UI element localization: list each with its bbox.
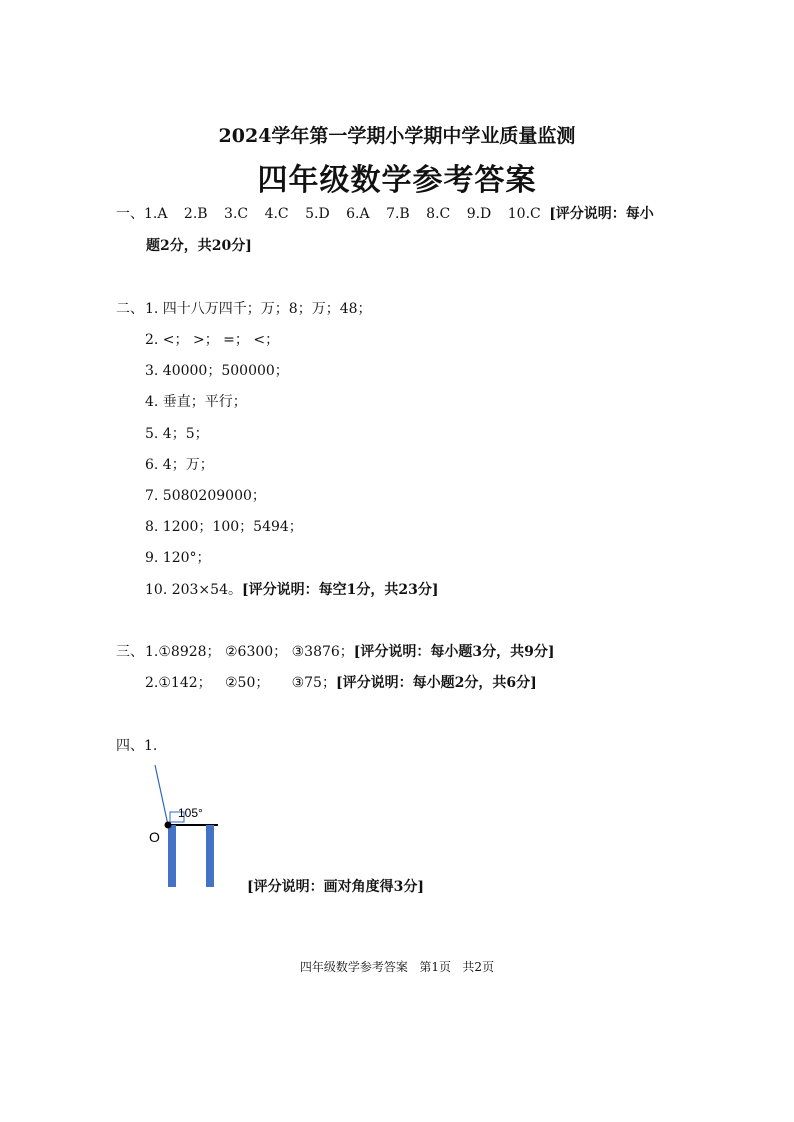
- page-footer: 四年级数学参考答案 第1页 共2页: [299, 960, 495, 974]
- section1-label: 一、: [116, 206, 144, 222]
- section3-row-2: [145, 672, 537, 692]
- right-bar: [206, 825, 214, 887]
- left-bar: [168, 825, 176, 887]
- angle-label: 105°: [178, 806, 203, 820]
- answer-10: 10.C: [507, 206, 541, 222]
- answer-1: 1.A: [144, 206, 168, 222]
- vertex-point: [165, 822, 172, 829]
- answer-9: 9.D: [466, 206, 492, 222]
- section4-label: 四、1.: [116, 738, 158, 754]
- section2-item-6: 6. 4；万；: [145, 457, 214, 473]
- point-label: O: [149, 829, 160, 845]
- answer-6: 6.A: [346, 206, 370, 222]
- section3-row-1: [145, 641, 555, 661]
- section1-answers: [144, 203, 654, 223]
- answer-3: 3.C: [224, 206, 249, 222]
- section4-note: [评分说明：画对角度得3分]: [247, 879, 424, 895]
- answer-5: 5.D: [305, 206, 330, 222]
- angle-figure: [140, 762, 240, 892]
- document-subtitle: 四年级数学参考答案: [257, 163, 537, 198]
- section2-item-9: 9. 120°；: [145, 550, 211, 566]
- section3-row-1-note: [评分说明：每小题3分，共9分]: [353, 644, 555, 660]
- section2-label: 二、: [116, 301, 144, 317]
- ray-line: [155, 765, 168, 825]
- section2-item-8: 8. 1200；100；5494；: [145, 519, 303, 535]
- section3-label: 三、: [116, 644, 144, 660]
- document-title: 2024学年第一学期小学期中学业质量监测: [218, 125, 576, 147]
- section3-row-2-answers: 2.①142； ②50； ③75；: [145, 675, 336, 691]
- section2-item-10-text: 10. 203×54。: [145, 582, 242, 598]
- answer-7: 7.B: [386, 206, 410, 222]
- section2-note: [评分说明：每空1分，共23分]: [241, 582, 439, 598]
- answer-8: 8.C: [426, 206, 451, 222]
- section2-item-7: 7. 5080209000；: [145, 488, 266, 504]
- answer-4: 4.C: [264, 206, 289, 222]
- section2-item-5: 5. 4；5；: [145, 426, 209, 442]
- section2-item-10: [145, 579, 438, 599]
- section2-item-3: 3. 40000；500000；: [145, 363, 289, 379]
- section1-note-start: [评分说明：每小: [549, 206, 654, 222]
- section3-row-2-note: [评分说明：每小题2分，共6分]: [335, 675, 537, 691]
- section1-note-end: 题2分，共20分]: [146, 238, 252, 254]
- answer-2: 2.B: [183, 206, 208, 222]
- section2-item-4: 4. 垂直；平行；: [145, 394, 247, 410]
- section3-row-1-answers: 1.①8928； ②6300； ③3876；: [145, 644, 354, 660]
- section2-item-1: 1. 四十八万四千；万；8；万；48；: [145, 301, 372, 317]
- section2-item-2: 2. <； >； =； <；: [145, 332, 280, 348]
